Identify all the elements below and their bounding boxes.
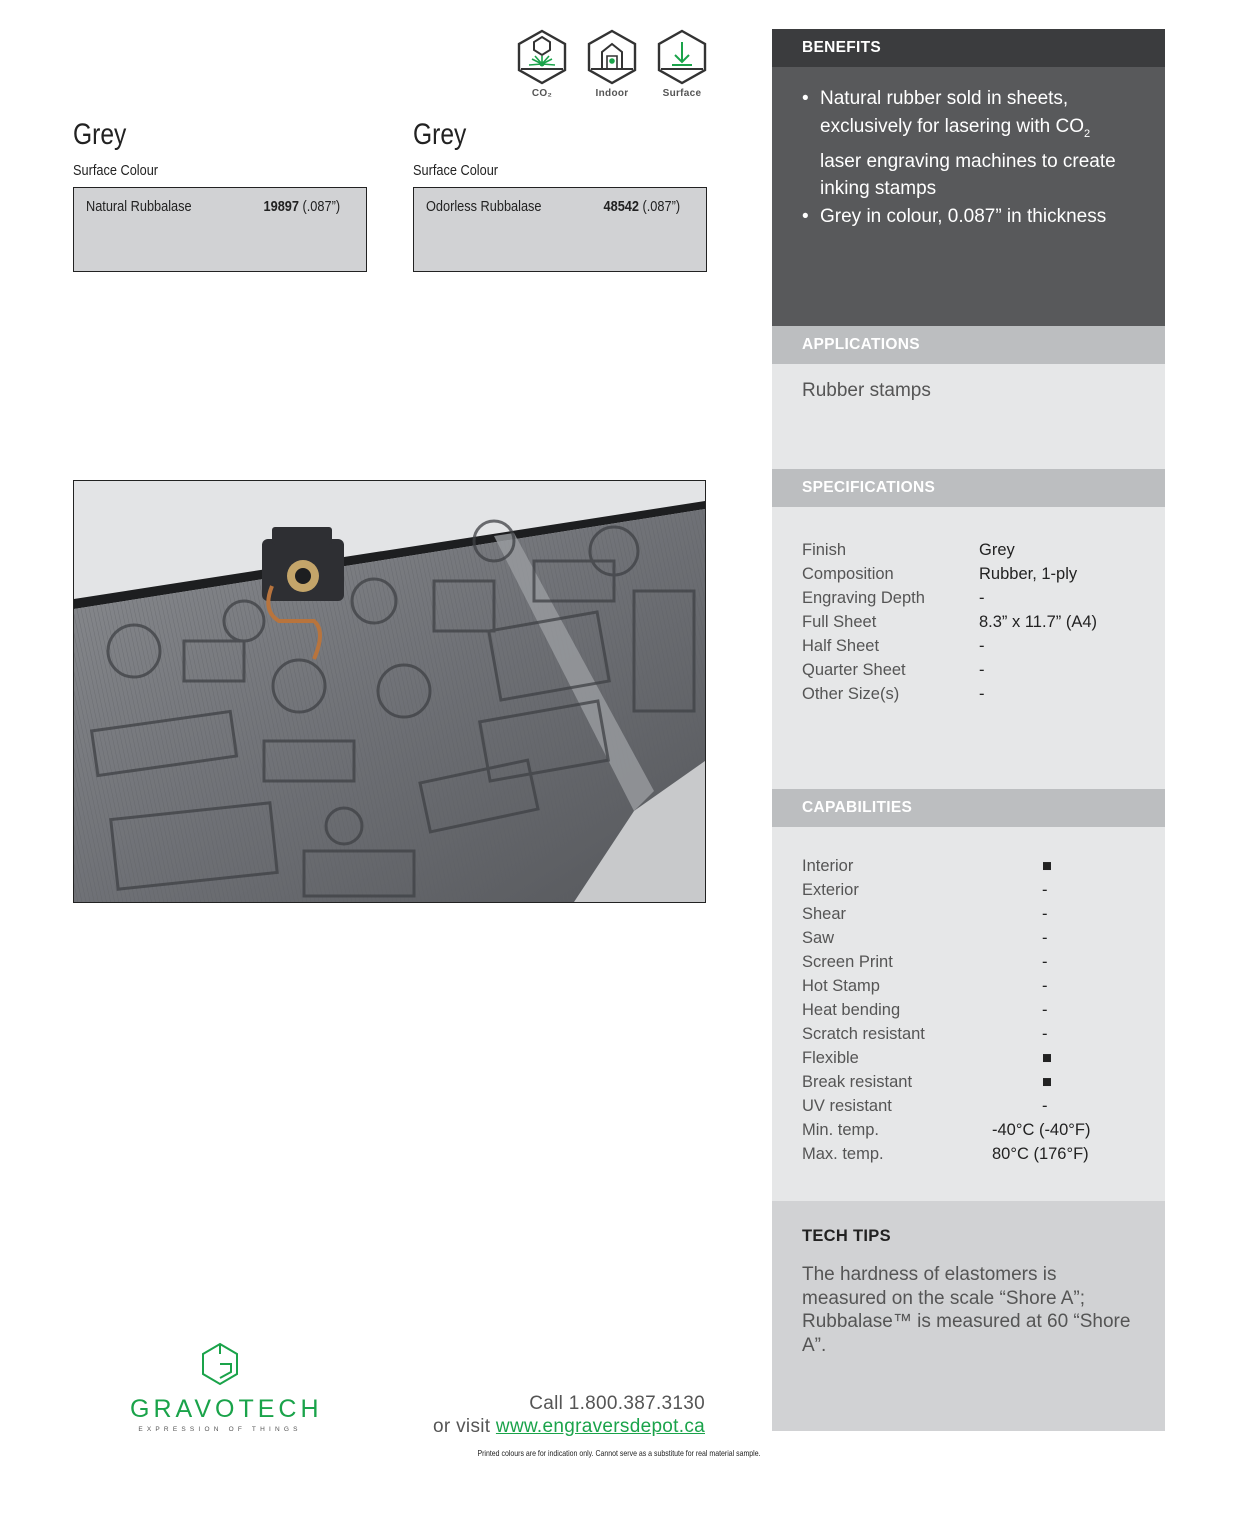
- capability-row: [802, 1025, 1135, 1049]
- capability-value: ■: [1042, 1073, 1052, 1091]
- visit-prefix: or visit: [433, 1416, 496, 1437]
- spec-row: [802, 589, 1135, 613]
- spec-row: [802, 637, 1135, 661]
- indoor-badge: [582, 28, 642, 99]
- tech-tips-panel: [772, 1201, 1165, 1431]
- capability-row: [802, 1097, 1135, 1121]
- code-number: 19897: [263, 198, 299, 215]
- spec-row: [802, 613, 1135, 637]
- capability-label: Scratch resistant: [802, 1025, 925, 1043]
- capability-row: [802, 1073, 1135, 1097]
- spec-label: Full Sheet: [802, 613, 877, 631]
- temperature-label: Max. temp.: [802, 1145, 884, 1163]
- co2-laser-icon: [515, 28, 569, 86]
- temperature-value: 80°C (176°F): [992, 1145, 1089, 1163]
- benefit-item: • Natural rubber sold in sheets, exclusively for lasering with $CO_2$ laser engraving machines to create inking stamps: [820, 85, 1135, 203]
- capability-value: -: [1042, 881, 1048, 899]
- disclaimer-text: Printed colours are for indication only. Cannot serve as a substitute for real material sample.: [477, 1448, 761, 1458]
- capabilities-heading: CAPABILITIES: [772, 789, 1165, 827]
- capability-value: -: [1042, 1001, 1048, 1019]
- spec-value: 8.3” x 11.7” (A4): [979, 613, 1097, 631]
- capability-value: -: [1042, 977, 1048, 995]
- specifications-panel: [772, 507, 1165, 789]
- capability-value: -: [1042, 905, 1048, 923]
- tech-tips-text: The hardness of elastomers is measured on the scale “Shore A”; Rubbalase™ is measured at 60 “Shore A”.: [802, 1264, 1131, 1356]
- spec-label: Finish: [802, 541, 847, 559]
- spec-label: Other Size(s): [802, 685, 900, 703]
- surface-label: Surface: [662, 88, 702, 99]
- product-name: Odorless Rubbalase: [426, 198, 542, 215]
- capabilities-panel: [772, 827, 1165, 1201]
- contact-info: [433, 1392, 705, 1438]
- capability-label: Saw: [802, 929, 835, 947]
- capability-label: Shear: [802, 905, 847, 923]
- thickness: (.087”): [642, 198, 680, 215]
- capability-label: Heat bending: [802, 1001, 901, 1019]
- specifications-heading: SPECIFICATIONS: [772, 469, 1165, 507]
- spec-value: -: [979, 637, 985, 655]
- brand-tagline: EXPRESSION OF THINGS: [138, 1426, 302, 1433]
- temperature-value: -40°C (-40°F): [992, 1121, 1091, 1139]
- indoor-icon: [585, 28, 639, 86]
- spec-row: [802, 661, 1135, 685]
- thickness: (.087”): [302, 198, 340, 215]
- capability-row: [802, 953, 1135, 977]
- capability-value: -: [1042, 929, 1048, 947]
- spec-value: Rubber, 1-ply: [979, 565, 1078, 583]
- phone-text: Call 1.800.387.3130: [529, 1393, 705, 1414]
- spec-label: Half Sheet: [802, 637, 880, 655]
- indoor-label: Indoor: [595, 88, 629, 99]
- capability-row: [802, 857, 1135, 881]
- capability-label: Screen Print: [802, 953, 893, 971]
- capability-label: UV resistant: [802, 1097, 892, 1115]
- gravotech-logo: [130, 1342, 323, 1434]
- capability-label: Interior: [802, 857, 854, 875]
- spec-row: [802, 541, 1135, 565]
- laser-engraving-photo: [74, 481, 705, 902]
- capability-row: [802, 1001, 1135, 1025]
- benefits-heading: BENEFITS: [772, 29, 1165, 67]
- tech-tips-heading: TECH TIPS: [802, 1227, 891, 1245]
- surface-badge: [652, 28, 712, 99]
- capability-label: Hot Stamp: [802, 977, 880, 995]
- applications-heading: APPLICATIONS: [772, 326, 1165, 364]
- benefits-panel: [772, 67, 1165, 326]
- spec-value: -: [979, 685, 985, 703]
- code-number: 48542: [603, 198, 639, 215]
- surface-icon: [655, 28, 709, 86]
- swatch-subtitle: Surface Colour: [73, 162, 159, 179]
- capability-value: ■: [1042, 857, 1052, 875]
- swatch-title: Grey: [73, 118, 127, 151]
- spec-label: Quarter Sheet: [802, 661, 906, 679]
- temperature-label: Min. temp.: [802, 1121, 880, 1139]
- spec-label: Composition: [802, 565, 894, 583]
- spec-label: Engraving Depth: [802, 589, 925, 607]
- capability-row: [802, 881, 1135, 905]
- temperature-row: [802, 1121, 1135, 1145]
- brand-name: GRAVOTECH: [130, 1395, 323, 1423]
- spec-value: -: [979, 661, 985, 679]
- product-name: Natural Rubbalase: [86, 198, 192, 215]
- spec-row: [802, 685, 1135, 709]
- capability-value: -: [1042, 1025, 1048, 1043]
- spec-value: -: [979, 589, 985, 607]
- swatch-title: Grey: [413, 118, 467, 151]
- capability-row: [802, 929, 1135, 953]
- benefits-list: [802, 85, 1135, 230]
- capability-row: [802, 905, 1135, 929]
- temperature-row: [802, 1145, 1135, 1169]
- benefit-item: • Grey in colour, 0.087” in thickness: [820, 203, 1135, 231]
- capability-value: -: [1042, 953, 1048, 971]
- colour-swatch: [413, 187, 707, 272]
- swatch-subtitle: Surface Colour: [413, 162, 499, 179]
- swatch-odorless: [413, 118, 707, 272]
- capability-label: Break resistant: [802, 1073, 913, 1091]
- capability-label: Exterior: [802, 881, 859, 899]
- product-photo: [73, 480, 706, 903]
- capability-value: -: [1042, 1097, 1048, 1115]
- co2-label: CO₂: [531, 88, 553, 99]
- capability-row: [802, 1049, 1135, 1073]
- info-sidebar: [772, 29, 1165, 1430]
- applications-panel: [772, 364, 1165, 469]
- website-link[interactable]: www.engraversdepot.ca: [495, 1416, 705, 1437]
- spec-row: [802, 565, 1135, 589]
- visit-line: [433, 1415, 705, 1438]
- colour-swatch: [73, 187, 367, 272]
- capability-label: Flexible: [802, 1049, 859, 1067]
- capability-row: [802, 977, 1135, 1001]
- product-code: [263, 198, 340, 215]
- applications-text: Rubber stamps: [802, 380, 931, 401]
- material-icons: [512, 28, 712, 108]
- spec-value: Grey: [979, 541, 1015, 559]
- co2-laser-badge: [512, 28, 572, 99]
- gravotech-logo-icon: [200, 1342, 240, 1386]
- capability-value: ■: [1042, 1049, 1052, 1067]
- product-code: [603, 198, 680, 215]
- swatch-natural: [73, 118, 367, 272]
